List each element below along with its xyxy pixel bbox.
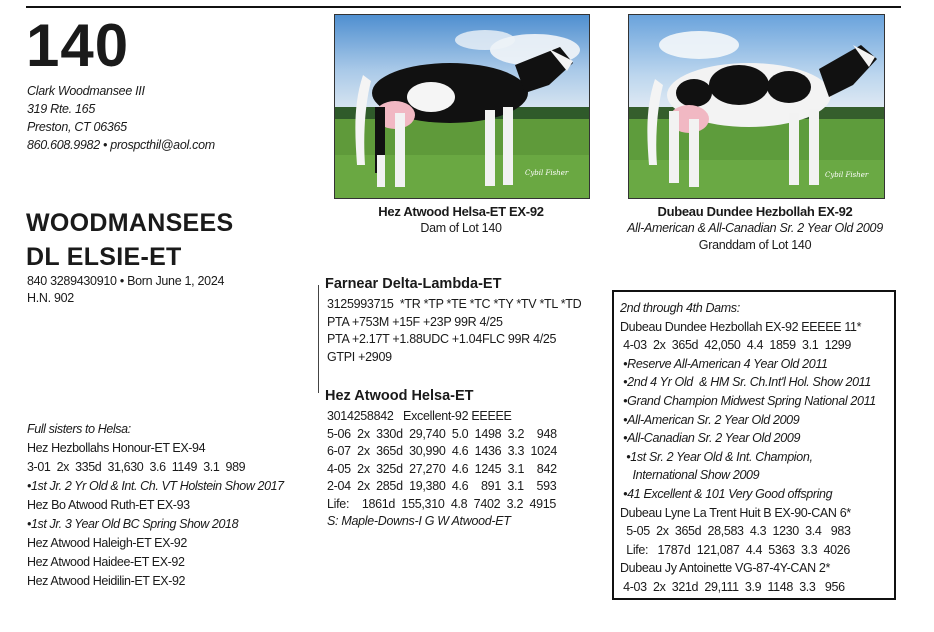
dam-photo [334, 14, 590, 199]
consignor-phone-email: 860.608.9982 • prospcthil@aol.com [27, 138, 215, 152]
dam-record: 2-04 2x 285d 19,380 4.6 891 3.1 593 [327, 479, 557, 493]
list-item: Life: 1787d 121,087 4.4 5363 3.3 4026 [620, 542, 850, 557]
list-item: •1st Sr. 2 Year Old & Int. Champion, [620, 449, 813, 464]
dam-photo-caption [334, 203, 588, 237]
sire-name: Farnear Delta-Lambda-ET [325, 276, 502, 292]
list-item: •41 Excellent & 101 Very Good offspring [620, 486, 833, 501]
full-sisters-list [27, 439, 284, 591]
list-item: •All-Canadian Sr. 2 Year Old 2009 [620, 431, 801, 446]
registration-line: 840 3289430910 • Born June 1, 2024 [27, 274, 225, 288]
list-item: •Reserve All-American 4 Year Old 2011 [620, 356, 828, 371]
sire-dam-divider [318, 285, 319, 393]
consignor-street: 319 Rte. 165 [27, 102, 95, 116]
herd-number: H.N. 902 [27, 291, 74, 305]
dam-lifetime-record: Life: 1861d 155,310 4.8 7402 3.2 4915 [327, 496, 557, 511]
list-item: 3-01 2x 335d 31,630 3.6 1149 3.1 989 [27, 460, 246, 474]
list-item: Dubeau Lyne La Trent Huit B EX-90-CAN 6* [620, 505, 851, 520]
granddam-photo-name: Dubeau Dundee Hezbollah EX-92 [657, 204, 853, 219]
dam-photo-role: Dam of Lot 140 [420, 221, 502, 235]
list-item: •Grand Champion Midwest Spring National 2011 [620, 393, 876, 408]
sire-reg: 3125993715 *TR *TP *TE *TC *TY *TV *TL *TD [327, 297, 582, 311]
dam-sire-line: S: Maple-Downs-I G W Atwood-ET [327, 514, 511, 528]
dam-reg: 3014258842 Excellent-92 EEEEE [327, 409, 512, 423]
list-item: Hez Atwood Heidilin-ET EX-92 [27, 574, 186, 588]
full-sisters-title: Full sisters to Helsa: [27, 422, 131, 436]
list-item: Hez Bo Atwood Ruth-ET EX-93 [27, 498, 190, 512]
list-item: Dubeau Dundee Hezbollah EX-92 EEEEE 11* [620, 319, 862, 334]
list-item: •2nd 4 Yr Old & HM Sr. Ch.Int'l Hol. Show 2011 [620, 375, 871, 390]
dams-box-title: 2nd through 4th Dams: [620, 301, 740, 315]
list-item: 5-05 2x 365d 28,583 4.3 1230 3.4 983 [620, 524, 851, 539]
list-item: Hez Atwood Haleigh-ET EX-92 [27, 536, 187, 550]
list-item: Hez Hezbollahs Honour-ET EX-94 [27, 441, 206, 455]
dam-record: 6-07 2x 365d 30,990 4.6 1436 3.3 1024 [327, 444, 558, 458]
granddam-photo-honor: All-American & All-Canadian Sr. 2 Year Old 2009 [627, 221, 883, 235]
granddam-photo-role: Granddam of Lot 140 [698, 238, 812, 252]
consignor-contact [27, 82, 215, 154]
list-item: 4-03 2x 365d 42,050 4.4 1859 3.1 1299 [620, 338, 851, 353]
list-item: Dubeau Jy Antoinette VG-87-4Y-CAN 2* [620, 561, 830, 576]
list-item: •1st Jr. 3 Year Old BC Spring Show 2018 [27, 517, 239, 531]
dams-box-content [620, 299, 876, 597]
dam-name: Hez Atwood Helsa-ET [325, 388, 474, 404]
animal-name [26, 206, 233, 274]
animal-name-line2: DL ELSIE-ET [26, 243, 182, 271]
dam-record: 4-05 2x 325d 27,270 4.6 1245 3.1 842 [327, 461, 557, 476]
sire-pta-type: PTA +2.17T +1.88UDC +1.04FLC 99R 4/25 [327, 332, 557, 346]
granddam-photo [628, 14, 885, 199]
consignor-name: Clark Woodmansee III [27, 84, 145, 98]
lot-number: 140 [26, 12, 130, 79]
list-item: Hez Atwood Haidee-ET EX-92 [27, 555, 185, 569]
dam-photo-name: Hez Atwood Helsa-ET EX-92 [378, 204, 544, 219]
top-rule [26, 6, 901, 8]
dam-photo-watermark: Cybil Fisher [525, 169, 569, 177]
dams-box-list [620, 318, 876, 597]
list-item: •1st Jr. 2 Yr Old & Int. Ch. VT Holstein Show 2017 [27, 479, 284, 493]
granddam-photo-watermark: Cybil Fisher [825, 171, 869, 179]
list-item: 4-03 2x 321d 29,111 3.9 1148 3.3 956 [620, 579, 845, 594]
consignor-city: Preston, CT 06365 [27, 120, 127, 134]
sire-info [327, 296, 581, 366]
registration-info [27, 273, 224, 307]
dam-info [327, 408, 557, 531]
dam-record: 5-06 2x 330d 29,740 5.0 1498 3.2 948 [327, 426, 557, 441]
full-sisters [27, 420, 284, 591]
list-item: •All-American Sr. 2 Year Old 2009 [620, 412, 800, 427]
sire-gtpi: GTPI +2909 [327, 349, 392, 364]
sire-pta-production: PTA +753M +15F +23P 99R 4/25 [327, 314, 503, 329]
animal-name-line1: WOODMANSEES [26, 209, 234, 237]
granddam-photo-caption [596, 203, 914, 254]
list-item: International Show 2009 [620, 468, 760, 483]
